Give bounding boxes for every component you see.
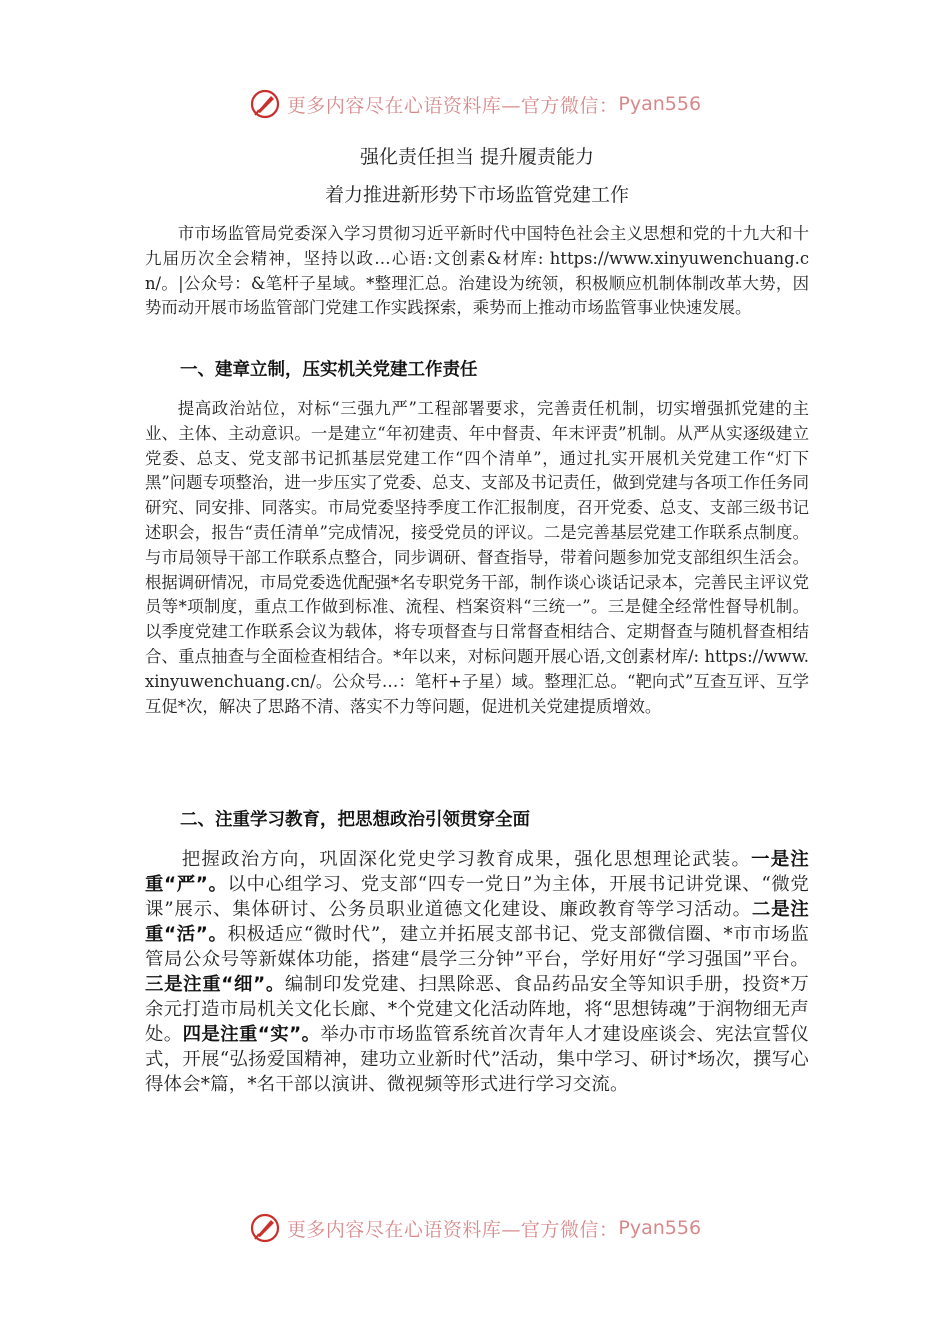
quill-logo-icon bbox=[249, 88, 281, 120]
point-2-label: 二是注重“活”。 bbox=[145, 899, 809, 945]
banner-wechat-id: Pyan556 bbox=[618, 1217, 702, 1239]
section-2-paragraph bbox=[145, 847, 809, 1097]
header-banner bbox=[0, 84, 950, 124]
point-3-text: 编制印发党建、扫黑除恶、食品药品安全等知识手册，投资*万余元打造市局机关文化长廊、*个党建文化活动阵地，将“思想铸魂”于润物细无声处。 bbox=[145, 974, 810, 1045]
quill-logo-icon bbox=[249, 1212, 281, 1244]
section-2-lead: 把握政治方向，巩固深化党史学习教育成果，强化思想理论武装。 bbox=[181, 849, 752, 870]
intro-paragraph: 市市场监管局党委深入学习贯彻习近平新时代中国特色社会主义思想和党的十九大和十九届历次全会精神，坚持以政…心语:文创素&材库: https://www.xinyuwenchuang.cn/。|公众号：&笔杆子星域。*整理汇总。治建设为统领，积极顺应机制体制改革大势，因势而动开展市场监管部门党建工作实践探索，乘势而上推动市场监管事业快速发展。 bbox=[145, 224, 809, 318]
point-4-label: 四是注重“实”。 bbox=[182, 1024, 321, 1045]
point-1-text: 以中心组学习、党支部“四专一党日”为主体，开展书记讲党课、“微党课”展示、集体研讨、公务员职业道德文化建设、廉政教育等学习活动。 bbox=[145, 874, 809, 920]
banner-text: 更多内容尽在心语资料库—官方微信： bbox=[286, 1218, 619, 1241]
document-subtitle: 着力推进新形势下市场监管党建工作 bbox=[324, 184, 629, 206]
section-1-paragraph: 提高政治站位，对标“三强九严”工程部署要求，完善责任机制，切实增强抓党建的主业、主体、主动意识。一是建立“年初建责、年中督责、年末评责”机制。从严从实逐级建立党委、总支、党支部书记抓基层党建工作“四个清单”，通过扎实开展机关党建工作“灯下黑”问题专项整治，进一步压实了党委、总支、支部及书记责任，做到党建与各项工作任务同研究、同安排、同落实。市局党委坚持季度工作汇报制度，召开党委、总支、支部三级书记述职会，报告“责任清单”完成情况，接受党员的评议。二是完善基层党建工作联系点制度。与市局领导干部工作联系点整合，同步调研、督查指导，带着问题参加党支部组织生活会。根据调研情况，市局党委选优配强*名专职党务干部，制作谈心谈话记录本，完善民主评议党员等*项制度，重点工作做到标准、流程、档案资料“三统一”。三是健全经常性督导机制。以季度党建工作联系会议为载体，将专项督查与日常督查相结合、定期督查与随机督查相结合、重点抽查与全面检查相结合。*年以来，对标问题开展心语,文创素材库/: https://www.xinyuwenchuang.cn/。公众号…：笔杆+子星）域。整理汇总。“靶向式”互查互评、互学互促*次，解决了思路不清、落实不力等问题，促进机关党建提质增效。 bbox=[145, 399, 810, 716]
point-2-text: 积极适应“微时代”，建立并拓展支部书记、党支部微信圈、*市市场监管局公众号等新媒体功能，搭建“晨学三分钟”平台，学好用好“学习强国”平台。 bbox=[145, 924, 809, 970]
banner-text: 更多内容尽在心语资料库—官方微信： bbox=[286, 94, 619, 117]
point-3-label: 三是注重“细”。 bbox=[145, 974, 285, 995]
section-1-heading: 一、建章立制，压实机关党建工作责任 bbox=[180, 360, 478, 380]
point-4-text: 举办市市场监管系统首次青年人才建设座谈会、宪法宣誓仪式，开展“弘扬爱国精神，建功立业新时代”活动，集中学习、研讨*场次，撰写心得体会*篇，*名干部以演讲、微视频等形式进行学习交流。 bbox=[145, 1024, 809, 1095]
banner-wechat-id: Pyan556 bbox=[618, 93, 702, 115]
section-2-heading: 二、注重学习教育，把思想政治引领贯穿全面 bbox=[180, 810, 530, 830]
document-title: 强化责任担当 提升履责能力 bbox=[359, 146, 595, 168]
footer-banner bbox=[0, 1208, 950, 1248]
point-1-label: 一是注重“严”。 bbox=[145, 849, 809, 895]
